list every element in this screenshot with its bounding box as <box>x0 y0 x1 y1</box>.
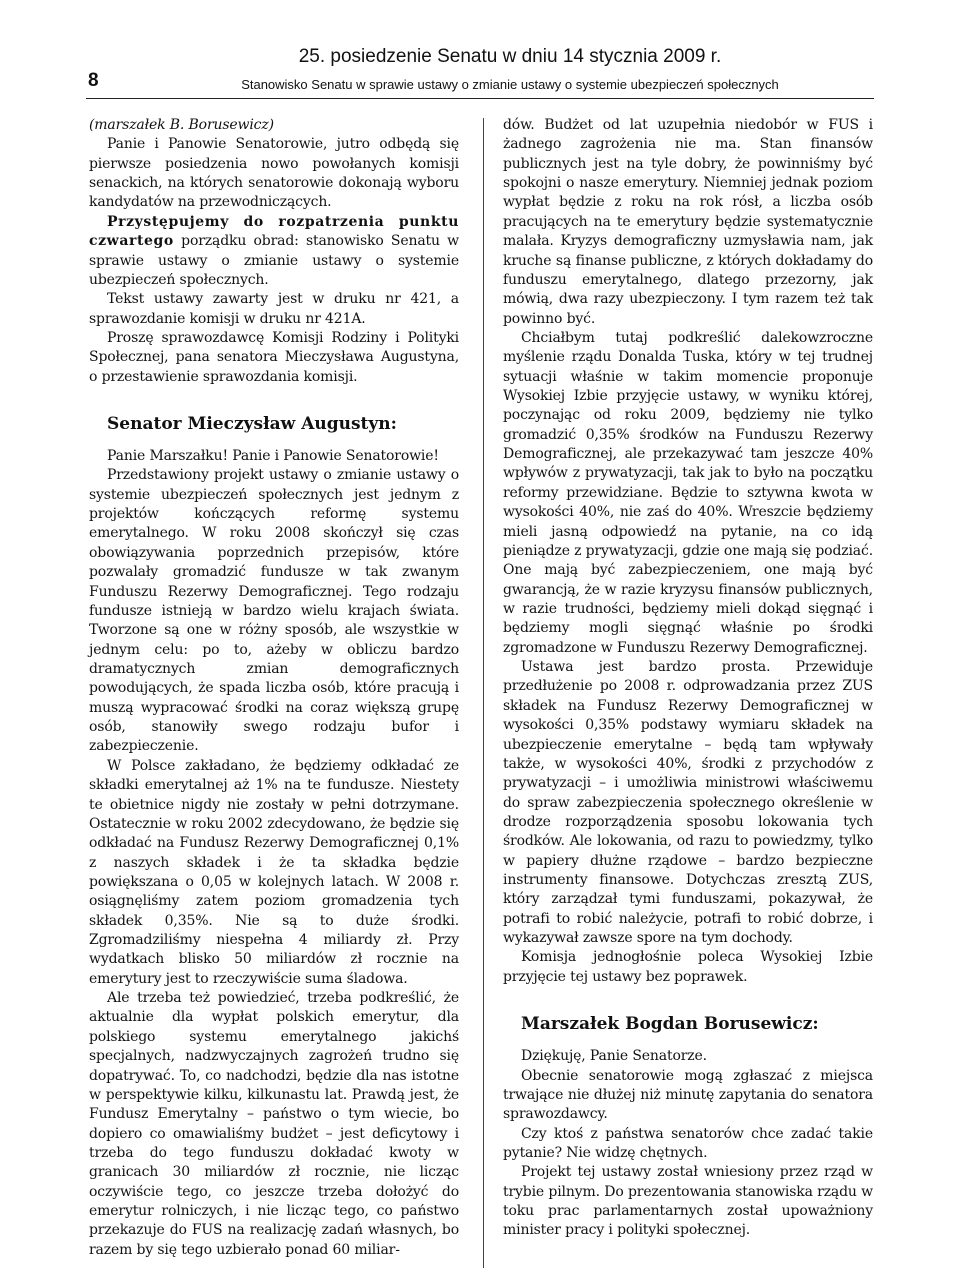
paragraph: Ale trzeba też powiedzieć, trzeba podkreślić, że aktualnie dla wypłat polskich emerytur, dla polskiego systemu emerytalnego jakichś specjalnych, nadzwyczajnych zagrożeń trudno się dopatrywać. To, co nadchodzi, będzie dla nas istotne w perspektywie kilku, kilkunastu lat. Prawdą jest, że Fundusz Emerytalny – państwo o tym wiecie, bo dopiero co omawialiśmy budżet – jest deficytowy i trzeba do tego funduszu dokładać kwoty w granicach 30 miliardów zł rocznie, nie licząc oczywiście tego, co jeszcze trzeba dołożyć do emerytur rolniczych, i nie licząc tego, co państwo przekazuje do FUS na realizację zadań własnych, bo razem by się tego uzbierało ponad 60 miliar- <box>89 990 459 1258</box>
paragraph: Czy ktoś z państwa senatorów chce zadać takie pytanie? Nie widzę chętnych. <box>503 1125 873 1161</box>
speaker-heading: Senator Mieczysław Augustyn: <box>107 414 397 435</box>
paragraph-agenda <box>89 213 459 290</box>
paragraph: Projekt tej ustawy został wniesiony przez rząd w trybie pilnym. Do prezentowania stanowiska rządu w toku prac parlamentarnych został upoważniony minister pracy i polityki społecznej. <box>503 1164 873 1239</box>
header-rule <box>86 98 874 99</box>
speaker-heading: Marszałek Bogdan Borusewicz: <box>521 1014 819 1035</box>
paragraph: Komisja jednogłośnie poleca Wysokiej Izbie przyjęcie tej ustawy bez poprawek. <box>503 949 873 985</box>
agenda-lead: Przystępujemy do rozpatrzenia punktu czwartego <box>89 213 459 250</box>
page-number: 8 <box>88 70 99 91</box>
speaker-note: (marszałek B. Borusewicz) <box>89 117 274 133</box>
agenda-rest: porządku obrad: stanowisko Senatu w sprawie ustawy o zmianie ustawy o systemie ubezpieczeń społecznych. <box>89 233 459 288</box>
paragraph-continued: dów. Budżet od lat uzupełnia niedobór w FUS i żadnego zagrożenia nie ma. Stan finansów publicznych jest na tyle dobry, że powinniśmy być spokojni o nasze emerytury. Niemniej jednak poziom wypłat będzie z roku na rok rósł, a liczba osób pracujących na te emerytury będzie systematycznie malała. Kryzys demograficzny uzmysławia nam, jak kruche są finanse publiczne, z których dokładamy do funduszu emerytalnego, dlatego przezorny, jak mówią, dwa razy ubezpieczony. I tym razem też tak powinno być. <box>503 117 873 327</box>
paragraph: Obecnie senatorowie mogą zgłaszać z miejsca trwające nie dłużej niż minutę zapytania do senatora sprawozdawcy. <box>503 1067 873 1123</box>
paragraph: Tekst ustawy zawarty jest w druku nr 421, a sprawozdanie komisji w druku nr 421A. <box>89 291 459 327</box>
running-header-subtitle: Stanowisko Senatu w sprawie ustawy o zmianie ustawy o systemie ubezpieczeń społecznych <box>241 77 779 92</box>
paragraph: Dziękuję, Panie Senatorze. <box>521 1048 707 1065</box>
running-header-title: 25. posiedzenie Senatu w dniu 14 stycznia 2009 r. <box>298 46 722 67</box>
paragraph: Chciałbym tutaj podkreślić dalekowzroczne myślenie rządu Donalda Tuska, który w tej trudnej sytuacji właśnie w takim momencie proponuje Wysokiej Izbie przyjęcie ustawy, w wyniku której, poczynając od roku 2009, będziemy nie tylko gromadzić 0,35% środków na Funduszu Rezerwy Demograficznej, ale przekazywać tam jeszcze 40% wpływów z prywatyzacji, tak jak to było na początku reformy przewidziane. Będzie to sztywna kwota w wysokości 40%, nie zaś do 40%. Wreszcie będziemy mieli jasną odpowiedź na pytanie, na co idą pieniądze z prywatyzacji, gdzie one mają się podziać. One mają być zabezpieczeniem, one mają być gwarancją, że w razie kryzysu finansów publicznych, w razie trudności, będziemy mieli dokąd sięgnąć i będziemy mogli sięgnąć właśnie po środki zgromadzone w Funduszu Rezerwy Demograficznej. <box>503 329 873 656</box>
column-divider <box>483 118 484 1268</box>
right-column <box>503 116 873 1241</box>
left-column <box>89 116 459 1260</box>
paragraph: Panie i Panowie Senatorowie, jutro odbędą się pierwsze posiedzenia nowo powołanych komisji senackich, na których senatorowie dokonają wyboru kandydatów na przewodniczących. <box>89 136 459 211</box>
paragraph: Panie Marszałku! Panie i Panowie Senatorowie! <box>107 448 439 465</box>
paragraph: Przedstawiony projekt ustawy o zmianie ustawy o systemie ubezpieczeń społecznych jest jednym z projektów kończących reformę systemu emerytalnego. W roku 2008 skończył się czas obowiązywania poprzednich przepisów, które pozwalały gromadzić fundusze w tak zwanym Funduszu Rezerwy Demograficznej. Tego rodzaju fundusze istnieją w bardzo wielu krajach świata. Tworzone są one w różny sposób, ale wszystkie w jednym celu: po to, ażeby w obliczu bardzo dramatycznych zmian demograficznych powodujących, że spada liczba osób, które pracują i muszą wypracować środki na coraz większą grupę osób, stanowiły swego rodzaju bufor i zabezpieczenie. <box>89 467 459 755</box>
paragraph: Proszę sprawozdawcę Komisji Rodziny i Polityki Społecznej, pana senatora Mieczysława Augustyna, o przestawienie sprawozdania komisji. <box>89 329 459 385</box>
paragraph: Ustawa jest bardzo prosta. Przewiduje przedłużenie po 2008 r. odprowadzania przez ZUS składek na Fundusz Rezerwy Demograficznej w wysokości 0,35% podstawy wymiaru składek na ubezpieczenie emerytalne – będą tam wpływały także, w wysokości 40%, środki z przychodów z prywatyzacji – i umożliwia ministrowi właściwemu do spraw zabezpieczenia społecznego określenie w drodze rozporządzenia sposobu lokowania tych środków. Ale lokowania, od razu to powiedzmy, tylko w papiery dłużne rządowe – bardzo bezpieczne instrumenty finansowe. Dotychczas zresztą ZUS, który zarządzał tymi funduszami, pokazywał, że potrafi to robić należycie, potrafi to robić dobrze, i wykazywał zawsze spore na tym dochody. <box>503 659 873 947</box>
paragraph: W Polsce zakładano, że będziemy odkładać ze składki emerytalnej aż 1% na te fundusze. Niestety te obietnice nigdy nie zostały w pełni dotrzymane. Ostatecznie w roku 2002 zdecydowano, że będzie się odkładać na Fundusz Rezerwy Demograficznej 0,1% z naszych składek i że ta składka będzie powiększana o 0,05 w kolejnych latach. W 2008 r. osiągnęliśmy zatem poziom gromadzenia tych składek 0,35%. Nie są to duże środki. Zgromadziliśmy niespełna 4 miliardy zł. Przy wydatkach blisko 50 miliardów zł rocznie na emerytury jest to rzeczywiście suma śladowa. <box>89 757 459 987</box>
